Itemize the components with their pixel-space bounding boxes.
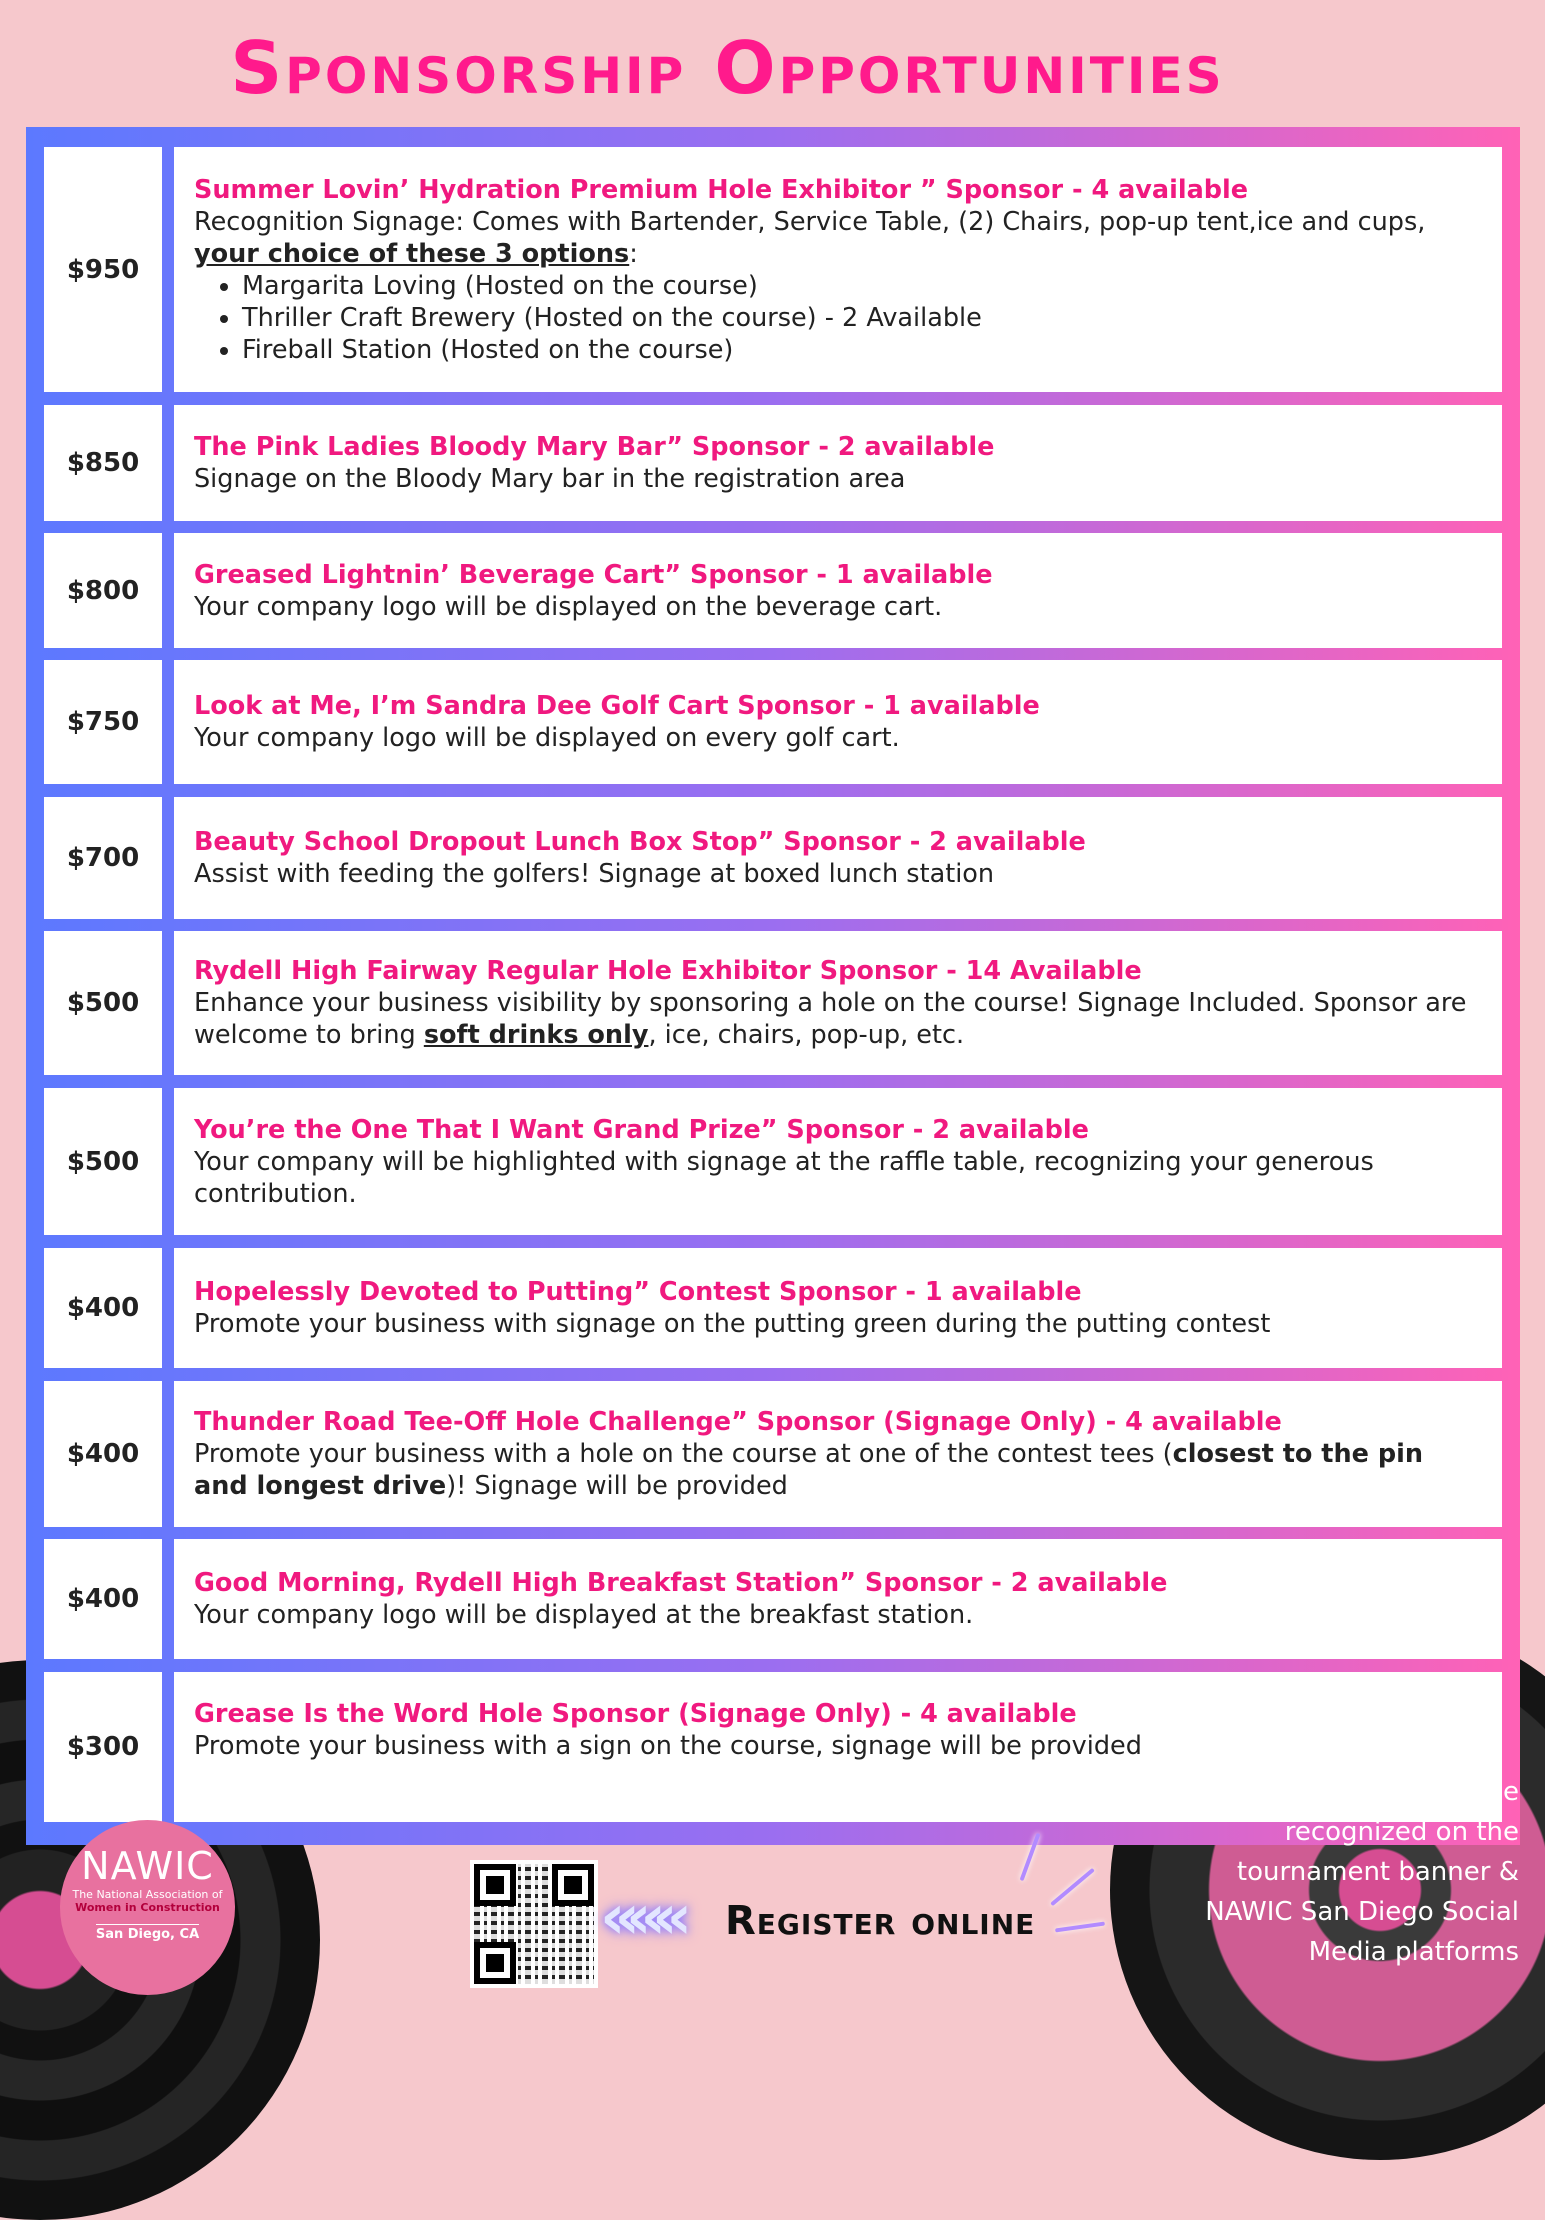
sponsor-text: Your company will be highlighted with signage at the raffle table, recognizing your generous contribution. (194, 1146, 1374, 1209)
sponsor-heading: Grease Is the Word Hole Sponsor (Signage Only) - 4 available (194, 1699, 1077, 1729)
sponsor-row (44, 1539, 1502, 1659)
price-cell: $850 (44, 405, 162, 521)
sponsor-heading: Rydell High Fairway Regular Hole Exhibitor Sponsor - 14 Available (194, 956, 1142, 986)
qr-finder (474, 1942, 516, 1984)
description-cell (174, 147, 1502, 392)
description-cell (174, 660, 1502, 784)
logo-city: San Diego, CA (96, 1924, 199, 1942)
sponsor-heading: You’re the One That I Want Grand Prize” Sponsor - 2 available (194, 1114, 1089, 1145)
description-cell (174, 797, 1502, 919)
list-item: • Fireball Station (Hosted on the course) (242, 334, 1482, 366)
sponsor-row (44, 797, 1502, 919)
description-cell (174, 931, 1502, 1075)
logo-subtitle-line2: Women in Construction (75, 1901, 220, 1914)
price-cell: $500 (44, 1088, 162, 1235)
nawic-logo (60, 1820, 235, 1995)
sponsor-heading: Hopelessly Devoted to Putting” Contest Sponsor - 1 available (194, 1277, 1082, 1307)
registration-qr-code[interactable] (470, 1860, 598, 1988)
price-cell: $750 (44, 660, 162, 784)
price-cell: $700 (44, 797, 162, 919)
sponsor-row (44, 660, 1502, 784)
description-cell (174, 405, 1502, 521)
register-online-link[interactable]: Register online (725, 1898, 1036, 1944)
sparkle-line (1055, 1922, 1105, 1933)
description-cell (174, 1539, 1502, 1659)
sponsor-heading: Thunder Road Tee-Off Hole Challenge” Sponsor (Signage Only) - 4 available (194, 1407, 1282, 1437)
chevron-left-arrows-icon: ««« (600, 1880, 679, 1953)
sponsor-heading: Look at Me, I’m Sandra Dee Golf Cart Sponsor - 1 available (194, 691, 1040, 721)
sponsor-heading: Greased Lightnin’ Beverage Cart” Sponsor - 1 available (194, 559, 993, 590)
price-cell: $400 (44, 1248, 162, 1368)
list-item: • Thriller Craft Brewery (Hosted on the course) - 2 Available (242, 302, 1482, 334)
sponsor-row (44, 1088, 1502, 1235)
logo-subtitle-line1: The National Association of (72, 1888, 223, 1901)
sponsor-text: Promote your business with a hole on the course at one of the contest tees (closest to the pin and longest drive)! Signage will be provided (194, 1439, 1423, 1501)
qr-finder (474, 1864, 516, 1906)
sponsor-text: Recognition Signage: Comes with Bartender, Service Table, (2) Chairs, pop-up tent,ice and cups, your choice of these 3 options: (194, 206, 1426, 269)
sponsor-heading: Good Morning, Rydell High Breakfast Station” Sponsor - 2 available (194, 1568, 1168, 1598)
price-cell: $500 (44, 931, 162, 1075)
list-item: • Margarita Loving (Hosted on the course) (242, 270, 1482, 302)
description-cell (174, 1248, 1502, 1368)
sponsor-text: Promote your business with signage on the putting green during the putting contest (194, 1309, 1271, 1339)
sponsor-row (44, 533, 1502, 648)
description-cell (174, 533, 1502, 648)
sponsor-text: Assist with feeding the golfers! Signage at boxed lunch station (194, 859, 995, 889)
price-cell: $400 (44, 1381, 162, 1527)
sponsor-heading: Summer Lovin’ Hydration Premium Hole Exhibitor ” Sponsor - 4 available (194, 174, 1249, 205)
sponsor-row (44, 147, 1502, 392)
price-cell: $950 (44, 147, 162, 392)
logo-wordmark: NAWIC (81, 1844, 214, 1888)
sparkle-line (1050, 1868, 1095, 1906)
options-list (194, 270, 1482, 366)
sponsor-text: Your company logo will be displayed at the breakfast station. (194, 1600, 974, 1630)
sponsor-row (44, 405, 1502, 521)
price-cell: $300 (44, 1672, 162, 1822)
page-title: Sponsorship Opportunities (230, 26, 1225, 110)
sponsor-recognition-note: All Sponsors will be recognized on the tournament banner & NAWIC San Diego Social Media platforms (1205, 1777, 1519, 1967)
sponsor-row (44, 931, 1502, 1075)
sponsor-text: Signage on the Bloody Mary bar in the registration area (194, 464, 906, 494)
qr-finder (552, 1864, 594, 1906)
sponsor-text: Your company logo will be displayed on the beverage cart. (194, 591, 943, 622)
sponsor-heading: Beauty School Dropout Lunch Box Stop” Sponsor - 2 available (194, 827, 1086, 857)
sponsor-text: Your company logo will be displayed on every golf cart. (194, 723, 900, 753)
description-cell (174, 1381, 1502, 1527)
description-cell (174, 1088, 1502, 1235)
price-cell: $800 (44, 533, 162, 648)
sponsor-heading: The Pink Ladies Bloody Mary Bar” Sponsor - 2 available (194, 432, 995, 462)
sponsor-text: Enhance your business visibility by sponsoring a hole on the course! Signage Included. Sponsor are welcome to bring soft drinks only, ice, chairs, pop-up, etc. (194, 988, 1467, 1050)
sponsor-row (44, 1381, 1502, 1527)
sponsor-text: Promote your business with a sign on the course, signage will be provided (194, 1731, 1142, 1761)
price-cell: $400 (44, 1539, 162, 1659)
sponsor-row (44, 1248, 1502, 1368)
